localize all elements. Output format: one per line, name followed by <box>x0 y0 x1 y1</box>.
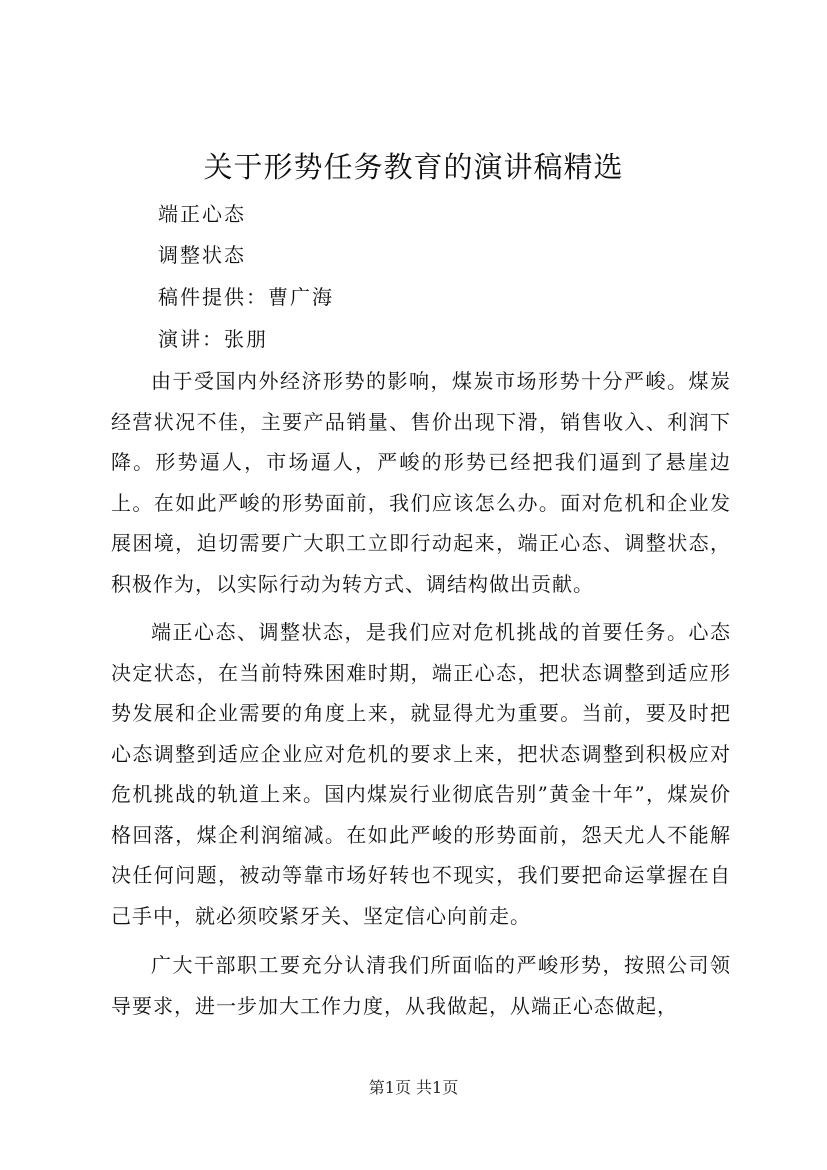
header-line-speaker: 演讲：张朋 <box>158 327 268 351</box>
header-line-state: 调整状态 <box>158 243 246 267</box>
paragraph-3: 广大干部职工要充分认清我们所面临的严峻形势，按照公司领导要求，进一步加大工作力度，从我做起，从端正心态做起， <box>111 953 731 1018</box>
header-line-attitude: 端正心态 <box>158 202 246 226</box>
document-title: 关于形势任务教育的演讲稿精选 <box>203 150 624 184</box>
page-footer: 第1页 共1页 <box>368 1078 459 1097</box>
paragraph-2: 端正心态、调整状态，是我们应对危机挑战的首要任务。心态决定状态，在当前特殊困难时期，端正心态，把状态调整到适应形势发展和企业需要的角度上来，就显得尤为重要。当前，要及时把心态调整到适应企业应对危机的要求上来，把状态调整到积极应对危机挑战的轨道上来。国内煤炭行业彻底告别”黄金十年”，煤炭价格回落，煤企利润缩减。在如此严峻的形势面前，怨天尤人不能解决任何问题，被动等靠市场好转也不现实，我们要把命运掌握在自己手中，就必须咬紧牙关、坚定信心向前走。 <box>111 620 731 928</box>
paragraph-1: 由于受国内外经济形势的影响，煤炭市场形势十分严峻。煤炭经营状况不佳，主要产品销量、售价出现下滑，销售收入、利润下降。形势逼人，市场逼人，严峻的形势已经把我们逼到了悬崖边上。在如此严峻的形势面前，我们应该怎么办。面对危机和企业发展困境，迫切需要广大职工立即行动起来，端正心态、调整状态，积极作为，以实际行动为转方式、调结构做出贡献。 <box>111 369 731 596</box>
header-line-contributor: 稿件提供：曹广海 <box>158 285 334 309</box>
